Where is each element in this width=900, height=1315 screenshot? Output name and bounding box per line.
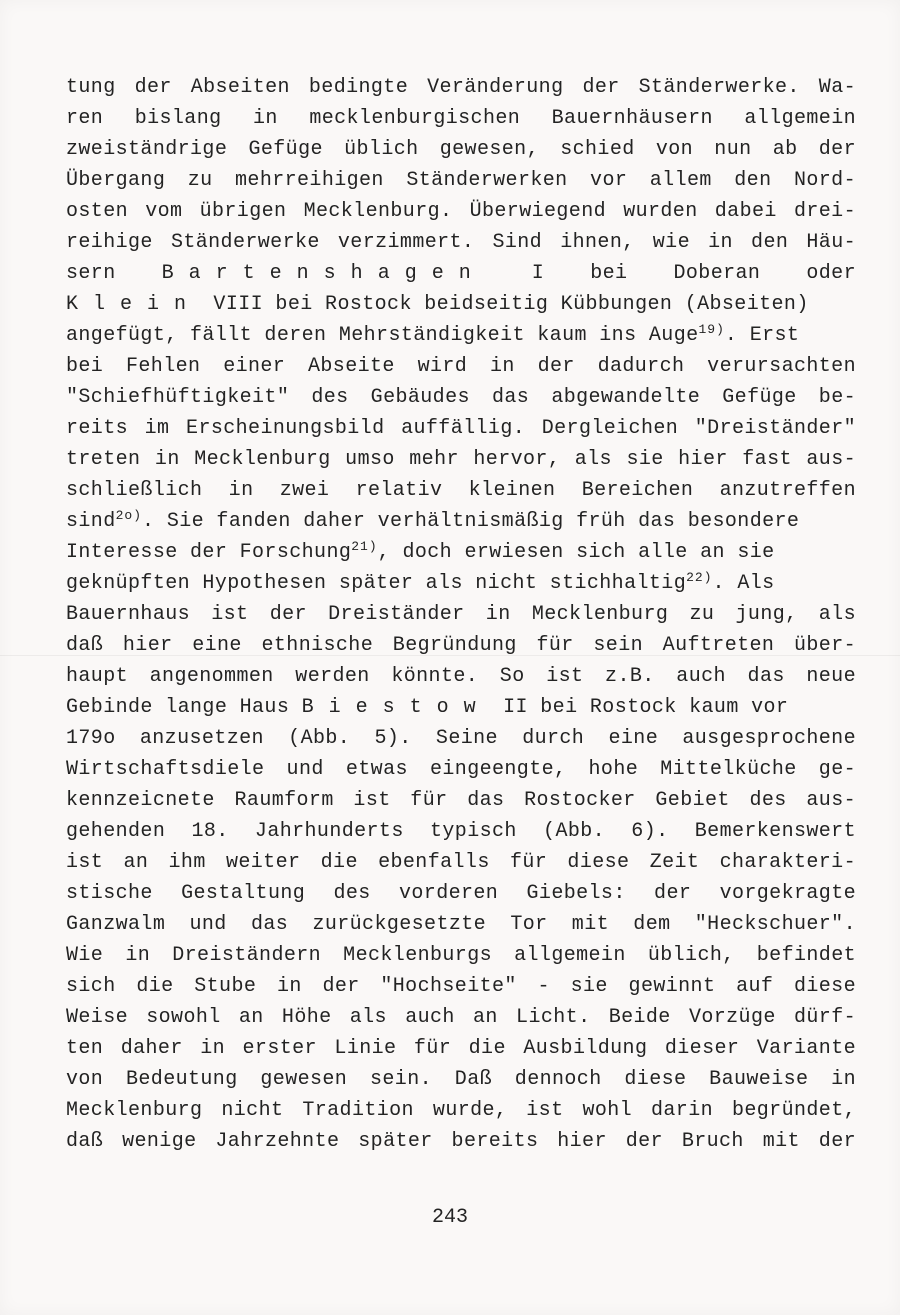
text-line: von Bedeutung gewesen sein. Daß dennoch diese Bauweise in	[66, 1068, 856, 1091]
text-fragment: sind	[66, 510, 116, 533]
text-line: tung der Abseiten bedingte Veränderung der Ständerwerke. Wa-	[66, 76, 856, 99]
text-fragment: , doch erwiesen sich alle an sie	[377, 541, 775, 564]
text-line: zweiständrige Gefüge üblich gewesen, schied von nun ab der	[66, 138, 856, 161]
footnote-marker: 22)	[686, 570, 713, 585]
text-line: Mecklenburg nicht Tradition wurde, ist wohl darin begründet,	[66, 1099, 856, 1122]
text-line: bei Fehlen einer Abseite wird in der dadurch verursachten	[66, 355, 856, 378]
text-line: schließlich in zwei relativ kleinen Bereichen anzutreffen	[66, 479, 856, 502]
text-line: Weise sowohl an Höhe als auch an Licht. Beide Vorzüge dürf-	[66, 1006, 856, 1029]
text-line: ren bislang in mecklenburgischen Bauernhäusern allgemein	[66, 107, 856, 130]
footnote-marker: 19)	[698, 322, 725, 337]
text-line: daß wenige Jahrzehnte später bereits hier der Bruch mit der	[66, 1130, 856, 1153]
place-name-spaced: Bartenshagen	[161, 262, 486, 285]
text-line	[66, 506, 856, 537]
text-line: osten vom übrigen Mecklenburg. Überwiegend wurden dabei drei-	[66, 200, 856, 223]
text-line: stische Gestaltung des vorderen Giebels: der vorgekragte	[66, 882, 856, 905]
place-name-spaced: Biestow	[301, 696, 491, 719]
text-line	[66, 568, 856, 599]
text-fragment: . Als	[712, 572, 775, 595]
text-fragment: . Sie fanden daher verhältnismäßig früh das besondere	[142, 510, 800, 533]
text-line: daß hier eine ethnische Begründung für sein Auftreten über-	[66, 634, 856, 657]
text-fragment: sern	[66, 262, 116, 285]
text-fragment: geknüpften Hypothesen später als nicht stichhaltig	[66, 572, 687, 595]
text-line	[66, 289, 856, 320]
text-line: Bauernhaus ist der Dreiständer in Mecklenburg zu jung, als	[66, 603, 856, 626]
text-fragment: I bei Doberan oder	[531, 262, 856, 285]
text-line: treten in Mecklenburg umso mehr hervor, als sie hier fast aus-	[66, 448, 856, 471]
text-line: 179o anzusetzen (Abb. 5). Seine durch eine ausgesprochene	[66, 727, 856, 750]
text-line: reits im Erscheinungsbild auffällig. Dergleichen "Dreiständer"	[66, 417, 856, 440]
text-line: Wirtschaftsdiele und etwas eingeengte, hohe Mittelküche ge-	[66, 758, 856, 781]
text-fragment: Gebinde lange Haus	[66, 696, 290, 719]
text-line: Übergang zu mehrreihigen Ständerwerken vor allem den Nord-	[66, 169, 856, 192]
text-line	[66, 320, 856, 351]
footnote-marker: 21)	[351, 539, 378, 554]
text-fragment: II bei Rostock kaum vor	[503, 696, 789, 719]
text-line: "Schiefhüftigkeit" des Gebäudes das abgewandelte Gefüge be-	[66, 386, 856, 409]
place-name-spaced: Klein	[66, 293, 202, 316]
footnote-marker: 2o)	[115, 508, 143, 523]
text-line: haupt angenommen werden könnte. So ist z.B. auch das neue	[66, 665, 856, 688]
text-line: Ganzwalm und das zurückgesetzte Tor mit dem "Heckschuer".	[66, 913, 856, 936]
text-line: reihige Ständerwerke verzimmert. Sind ihnen, wie in den Häu-	[66, 231, 856, 254]
text-line: sich die Stube in der "Hochseite" - sie gewinnt auf diese	[66, 975, 856, 998]
text-line	[66, 537, 856, 568]
text-line: ten daher in erster Linie für die Ausbildung dieser Variante	[66, 1037, 856, 1060]
page-number: 243	[431, 1206, 468, 1229]
text-fragment: VIII bei Rostock beidseitig Kübbungen (Abseiten)	[213, 293, 809, 316]
text-fragment: . Erst	[724, 324, 800, 347]
text-line: Wie in Dreiständern Mecklenburgs allgemein üblich, befindet	[66, 944, 856, 967]
text-line: kennzeicnete Raumform ist für das Rostocker Gebiet des aus-	[66, 789, 856, 812]
text-fragment: Interesse der Forschung	[66, 541, 352, 564]
text-fragment: angefügt, fällt deren Mehrständigkeit kaum ins Auge	[66, 324, 699, 347]
text-line: ist an ihm weiter die ebenfalls für diese Zeit charakteri-	[66, 851, 856, 874]
text-line	[66, 258, 856, 289]
text-line	[66, 692, 856, 723]
text-line: gehenden 18. Jahrhunderts typisch (Abb. 6). Bemerkenswert	[66, 820, 856, 843]
body-text	[66, 72, 856, 1157]
